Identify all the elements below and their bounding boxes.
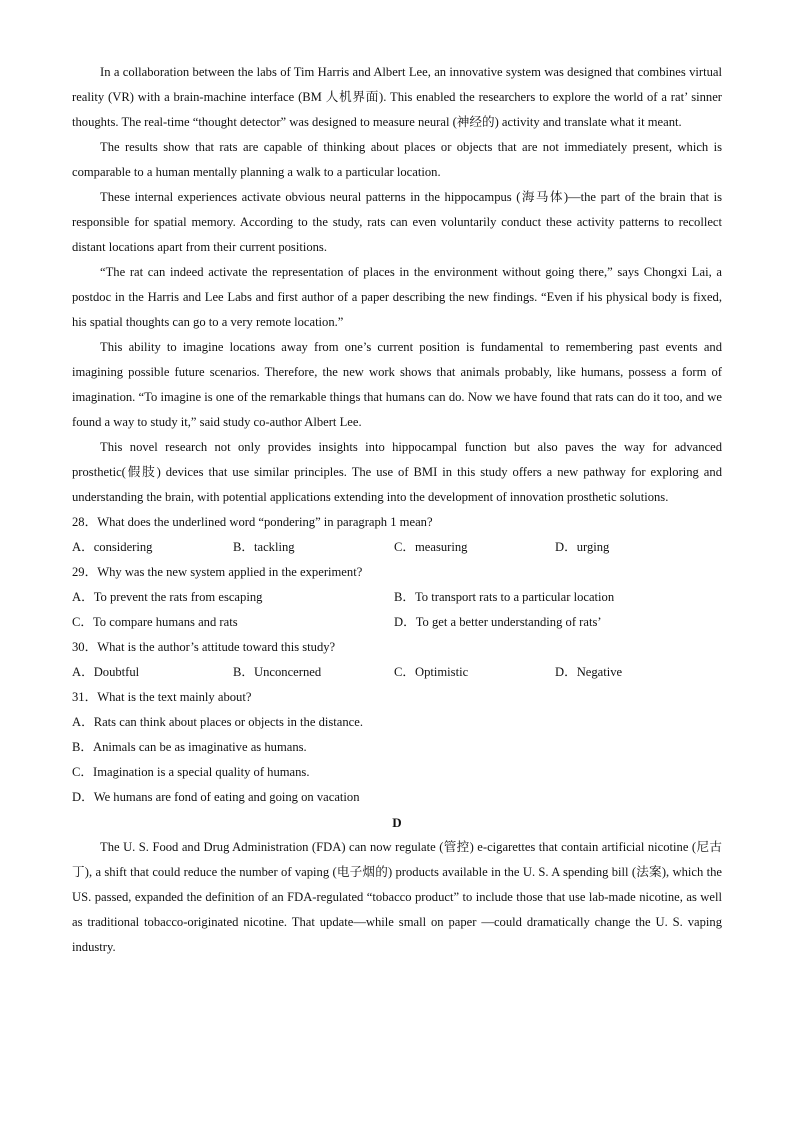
question-29-options-row1 <box>72 585 722 610</box>
question-28: 28．What does the underlined word “pondering” in paragraph 1 mean? <box>72 515 433 529</box>
question-31: 31．What is the text mainly about? <box>72 690 252 704</box>
q30-option-b[interactable]: B．Unconcerned <box>233 665 322 679</box>
document-page <box>72 60 722 960</box>
question-29-options-row2 <box>72 610 722 635</box>
q31-option-a[interactable]: A．Rats can think about places or objects in the distance. <box>72 715 363 729</box>
q28-option-c[interactable]: C．measuring <box>394 540 468 554</box>
q29-option-a[interactable]: A．To prevent the rats from escaping <box>72 590 263 604</box>
passage-paragraph-2: The results show that rats are capable of thinking about places or objects that are not immediately present, which is comparable to a human mentally planning a walk to a particular location. <box>72 140 722 179</box>
question-28-options <box>72 535 722 560</box>
passage-paragraph-5: This ability to imagine locations away from one’s current position is fundamental to remembering past events and imagining possible future scenarios. Therefore, the new work shows that animals probably, like humans, possess a form of imagination. “To imagine is one of the remarkable things that humans can do. Now we have found that rats can do it too, and we found a way to study it,” said study co-author Albert Lee. <box>72 340 722 429</box>
passage-paragraph-6: This novel research not only provides insights into hippocampal function but also paves the way for advanced prosthetic(假肢) devices that use similar principles. The use of BMI in this study offers a new pathway for exploring and understanding the brain, with potential applications extending into the development of innovation prosthetic solutions. <box>72 440 722 504</box>
q29-option-d[interactable]: D．To get a better understanding of rats’ <box>394 615 602 629</box>
section-d-heading: D <box>392 815 402 830</box>
passage-paragraph-3: These internal experiences activate obvious neural patterns in the hippocampus (海马体)—the part of the brain that is responsible for spatial memory. According to the study, rats can even voluntarily conduct these activity patterns to recollect distant locations apart from their current positions. <box>72 190 722 254</box>
q31-option-d[interactable]: D．We humans are fond of eating and going on vacation <box>72 790 360 804</box>
passage-paragraph-4: “The rat can indeed activate the representation of places in the environment without going there,” says Chongxi Lai, a postdoc in the Harris and Lee Labs and first author of a paper describing the new findings. “Even if his physical body is fixed, his spatial thoughts can go to a very remote location.” <box>72 265 722 329</box>
q30-option-a[interactable]: A．Doubtful <box>72 665 140 679</box>
q28-option-a[interactable]: A．considering <box>72 540 153 554</box>
question-30-options <box>72 660 722 685</box>
q29-option-b[interactable]: B．To transport rats to a particular location <box>394 590 615 604</box>
section-d-paragraph: The U. S. Food and Drug Administration (FDA) can now regulate (管控) e-cigarettes that contain artificial nicotine (尼古丁), a shift that could reduce the number of vaping (电子烟的) products available in the U. S. A spending bill (法案), which the US. passed, expanded the definition of an FDA-regulated “tobacco product” to include those that use lab-made nicotine, as well as traditional tobacco-originated nicotine. That update—while small on paper —could dramatically change the U. S. vaping industry. <box>72 840 722 954</box>
q30-option-c[interactable]: C．Optimistic <box>394 665 469 679</box>
passage-paragraph-1: In a collaboration between the labs of Tim Harris and Albert Lee, an innovative system was designed that combines virtual reality (VR) with a brain-machine interface (BM 人机界面). This enabled the researchers to explore the world of a rat’ sinner thoughts. The real-time “thought detector” was designed to measure neural (神经的) activity and translate what it meant. <box>72 65 722 129</box>
q28-option-b[interactable]: B．tackling <box>233 540 295 554</box>
question-30: 30．What is the author’s attitude toward this study? <box>72 640 336 654</box>
q31-option-b[interactable]: B．Animals can be as imaginative as humans. <box>72 740 307 754</box>
question-29: 29．Why was the new system applied in the experiment? <box>72 565 363 579</box>
q29-option-c[interactable]: C．To compare humans and rats <box>72 615 238 629</box>
q30-option-d[interactable]: D．Negative <box>555 665 623 679</box>
q31-option-c[interactable]: C．Imagination is a special quality of humans. <box>72 765 310 779</box>
q28-option-d[interactable]: D．urging <box>555 540 610 554</box>
